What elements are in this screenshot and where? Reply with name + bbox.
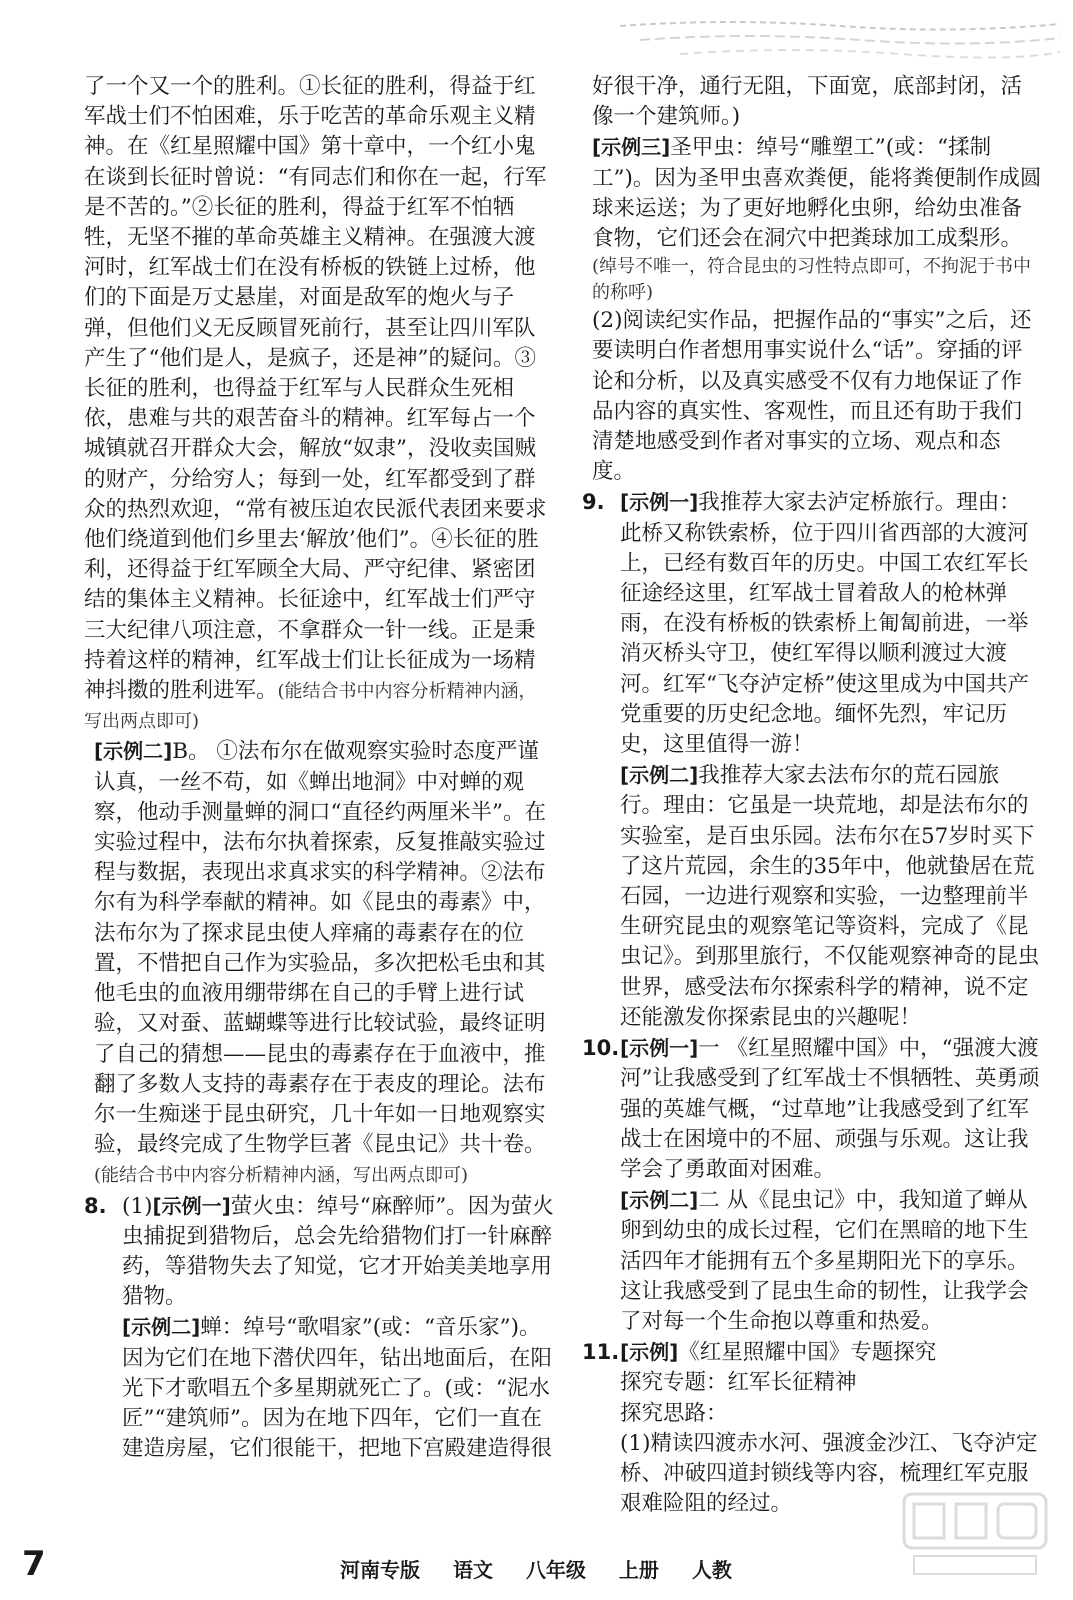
answer-paragraph: 了一个又一个的胜利。①长征的胜利，得益于红军战士们不怕困难，乐于吃苦的革命乐观主义精神。在《红星照耀中国》第十章中，一个红小鬼在谈到长征时曾说：“有同志们和你在一起，行军是不苦的。”②长征的胜利，得益于红军不怕牺牲，无坚不摧的革命英雄主义精神。在强渡大渡河时，红军战士们在没有桥板的铁链上过桥，他们的下面是万丈悬崖，对面是敌军的炮火与子弹，但他们义无反顾冒死前行，甚至让四川军队产生了“他们是人，是疯子，还是神”的疑问。③长征的胜利，也得益于红军与人民群众生死相依，患难与共的艰苦奋斗的精神。红军每占一个城镇就召开群众大会，解放“奴隶”，没收卖国贼的财产，分给穷人；每到一处，红军都受到了群众的热烈欢迎，“常有被压迫农民派代表团来要求他们绕道到他们乡里去‘解放’他们”。④长征的胜利，还得益于红军顾全大局、严守纪律、紧密团结的集体主义精神。长征途中，红军战士们严守三大纪律八项注意，不拿群众一针一线。正是秉持着这样的精神，红军战士们让长征成为一场精神抖擞的胜利进军。(能结合书中内容分析精神内涵，写出两点即可) (84, 74, 547, 733)
left-column (84, 72, 554, 1464)
right-column (582, 72, 1042, 1519)
answer-paragraph: [示例三]圣甲虫：绰号“雕塑工”(或：“揉制工”)。因为圣甲虫喜欢粪便，能将粪便制作成圆球来运送；为了更好地孵化虫卵，给幼虫准备食物，它们还会在洞穴中把粪球加工成梨形。 (592, 135, 1042, 252)
book-info (340, 1554, 758, 1583)
answer-note: (绰号不唯一，符合昆虫的习性特点即可，不拘泥于书中的称呼) (592, 256, 1032, 304)
question-number: 11. (582, 1340, 620, 1365)
answer-paragraph: 探究专题：红军长征精神 (620, 1370, 857, 1396)
answer-paragraph: [示例二]蝉：绰号“歌唱家”(或：“音乐家”)。因为它们在地下潜伏四年，钻出地面后，在阳光下才歌唱五个多星期就死亡了。(或：“泥水匠”“建筑师”。因为在地下四年，它们一直在建造房屋，它们很能干，把地下宫殿建造得很 (122, 1315, 553, 1462)
subject-label: 语文 (452, 1558, 493, 1582)
question-number: 8. (84, 1193, 107, 1218)
answer-paragraph: [示例一]我推荐大家去泸定桥旅行。理由：此桥又称铁索桥，位于四川省西部的大渡河上，已经有数百年的历史。中国工农红军长征途经这里，红军战士冒着敌人的枪林弹雨，在没有桥板的铁索桥上匍匐前进，一举消灭桥头守卫，使红军得以顺利渡过大渡河。红军“飞夺泸定桥”使这里成为中国共产党重要的历史纪念地。缅怀先烈，牢记历史，这里值得一游！ (620, 490, 1029, 758)
watermark-logo (900, 1490, 1050, 1580)
answer-paragraph: [示例二]B。 ①法布尔在做观察实验时态度严谨认真，一丝不苟，如《蝉出地洞》中对蝉的观察，他动手测量蝉的洞口“直径约两厘米半”。在实验过程中，法布尔执着探索，反复推敲实验过程与数据，表现出求真求实的科学精神。②法布尔有为科学奉献的精神。如《昆虫的毒素》中，法布尔为了探求昆虫使人痒痛的毒素存在的位置，不惜把自己作为实验品，多次把松毛虫和其他毛虫的血液用绷带绑在自己的手臂上进行试验，又对蚕、蓝蝴蝶等进行比较试验，最终证明了自己的猜想——昆虫的毒素存在于血液中，推翻了多数人支持的毒素存在于表皮的理论。法布尔一生痴迷于昆虫研究，几十年如一日地观察实验，最终完成了生物学巨著《昆虫记》共十卷。(能结合书中内容分析精神内涵，写出两点即可) (94, 739, 546, 1187)
page-number: 7 (22, 1544, 46, 1584)
publisher-label: 人教 (691, 1558, 732, 1582)
answer-paragraph: [示例]《红星照耀中国》专题探究 (620, 1340, 937, 1366)
answer-paragraph: [示例二]我推荐大家去法布尔的荒石园旅行。理由：它虽是一块荒地，却是法布尔的实验室，是百虫乐园。法布尔在57岁时买下了这片荒园，余生的35年中，他就蛰居在荒石园，一边进行观察和实验，一边整理前半生研究昆虫的观察笔记等资料，完成了《昆虫记》。到那里旅行，不仅能观察神奇的昆虫世界，感受法布尔探索科学的精神，说不定还能激发你探索昆虫的兴趣呢！ (620, 763, 1040, 1030)
answer-paragraph: [示例一]一 《红星照耀中国》中，“强渡大渡河”让我感受到了红军战士不惧牺牲、英勇顽强的英雄气概，“过草地”让我感受到了红军战士在困境中的不屈、顽强与乐观。这让我学会了勇敢面对困难。 (620, 1036, 1040, 1182)
edition-label: 河南专版 (340, 1558, 420, 1582)
grade-label: 八年级 (525, 1558, 586, 1582)
question-9 (582, 487, 1042, 1033)
header-decoration (620, 14, 1060, 64)
volume-label: 上册 (618, 1558, 659, 1582)
question-10 (582, 1033, 1042, 1337)
answer-paragraph: 好很干净，通行无阻，下面宽，底部封闭，活像一个建筑师。) (592, 74, 1023, 130)
answer-paragraph: [示例二]二 从《昆虫记》中，我知道了蝉从卵到幼虫的成长过程，它们在黑暗的地下生活四年才能拥有五个多星期阳光下的享乐。这让我感受到了昆虫生命的韧性，让我学会了对每一个生命抱以尊重和热爱。 (620, 1188, 1029, 1334)
answer-paragraph: (1)[示例一]萤火虫：绰号“麻醉师”。因为萤火虫捕捉到猎物后，总会先给猎物们打一针麻醉药，等猎物失去了知觉，它才开始美美地享用猎物。 (122, 1193, 554, 1310)
answer-paragraph: (1)精读四渡赤水河、强渡金沙江、飞夺泸定桥、冲破四道封锁线等内容，梳理红军克服艰难险阻的经过。 (620, 1430, 1038, 1517)
question-number: 9. (582, 490, 605, 515)
answer-paragraph: (2)阅读纪实作品，把握作品的“事实”之后，还要读明白作者想用事实说什么“话”。穿插的评论和分析，以及真实感受不仅有力地保证了作品内容的真实性、客观性，而且还有助于我们清楚地感受到作者对事实的立场、观点和态度。 (592, 308, 1032, 485)
question-number: 10. (582, 1036, 620, 1061)
answer-paragraph: 探究思路： (620, 1400, 728, 1426)
question-8 (84, 1191, 554, 1465)
